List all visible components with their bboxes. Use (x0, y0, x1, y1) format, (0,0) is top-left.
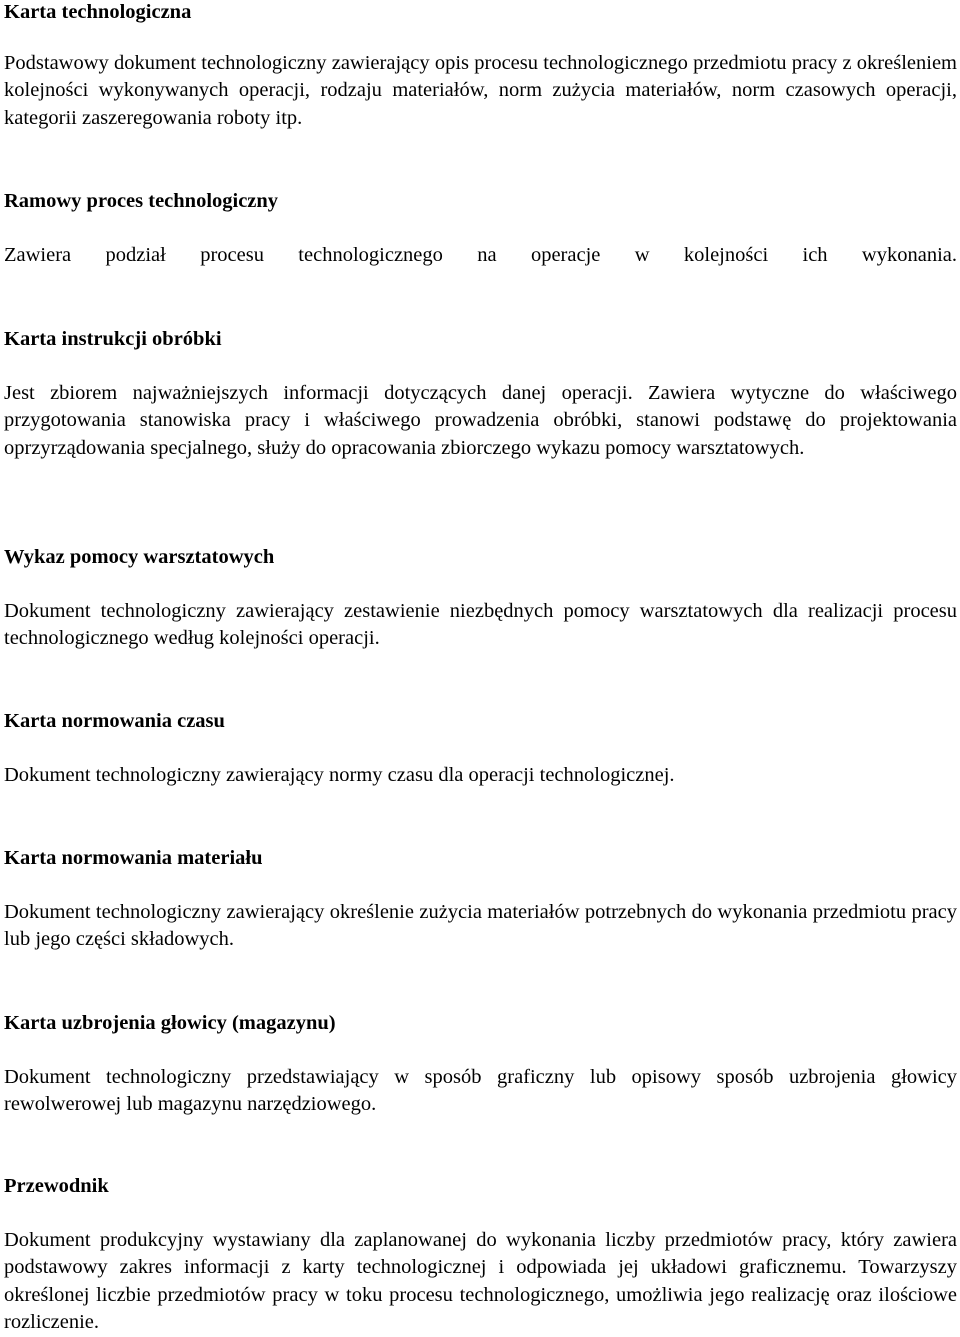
section-title-karta-uzbrojenia: Karta uzbrojenia głowicy (magazynu) (4, 1012, 336, 1034)
section-body-karta-technologiczna: Podstawowy dokument technologiczny zawierający opis procesu technologicznego przedmiotu pracy z określeniem kolejności wykonywanych operacji, rodzaju materiałów, norm zużycia materiałów, norm czasowych operacji, kategorii zaszeregowania roboty itp. (4, 52, 957, 129)
section-title-karta-normowania-materialu: Karta normowania materiału (4, 847, 263, 869)
section-title-wykaz-pomocy: Wykaz pomocy warsztatowych (4, 546, 275, 568)
section-title-karta-technologiczna: Karta technologiczna (4, 1, 192, 23)
section-body-karta-normowania-materialu: Dokument technologiczny zawierający określenie zużycia materiałów potrzebnych do wykonania przedmiotu pracy lub jego części składowych. (4, 901, 957, 951)
section-title-ramowy-proces: Ramowy proces technologiczny (4, 190, 279, 212)
section-title-karta-normowania-czasu: Karta normowania czasu (4, 710, 225, 732)
section-title-przewodnik: Przewodnik (4, 1175, 109, 1197)
section-body-przewodnik: Dokument produkcyjny wystawiany dla zaplanowanej do wykonania liczby przedmiotów pracy, który zawiera podstawowy zakres informacji z karty technologicznej i odpowiada jej układowi graficznemu. Towarzyszy określonej liczbie przedmiotów pracy w toku procesu technologicznego, umożliwia jego realizację oraz ilościowe rozliczenie. (4, 1229, 957, 1333)
section-body-ramowy-proces: Zawiera podział procesu technologicznego na operacje w kolejności ich wykonania. (4, 244, 957, 266)
section-body-wykaz-pomocy: Dokument technologiczny zawierający zestawienie niezbędnych pomocy warsztatowych dla realizacji procesu technologicznego według kolejności operacji. (4, 600, 957, 650)
section-body-karta-uzbrojenia: Dokument technologiczny przedstawiający w sposób graficzny lub opisowy sposób uzbrojenia głowicy rewolwerowej lub magazynu narzędziowego. (4, 1066, 957, 1116)
section-body-karta-normowania-czasu: Dokument technologiczny zawierający normy czasu dla operacji technologicznej. (4, 764, 675, 786)
section-body-karta-instrukcji: Jest zbiorem najważniejszych informacji dotyczących danej operacji. Zawiera wytyczne do właściwego przygotowania stanowiska pracy i właściwego prowadzenia obróbki, stanowi podstawę do projektowania oprzyrządowania specjalnego, służy do opracowania zbiorczego wykazu pomocy warsztatowych. (4, 382, 957, 459)
section-title-karta-instrukcji: Karta instrukcji obróbki (4, 328, 222, 350)
